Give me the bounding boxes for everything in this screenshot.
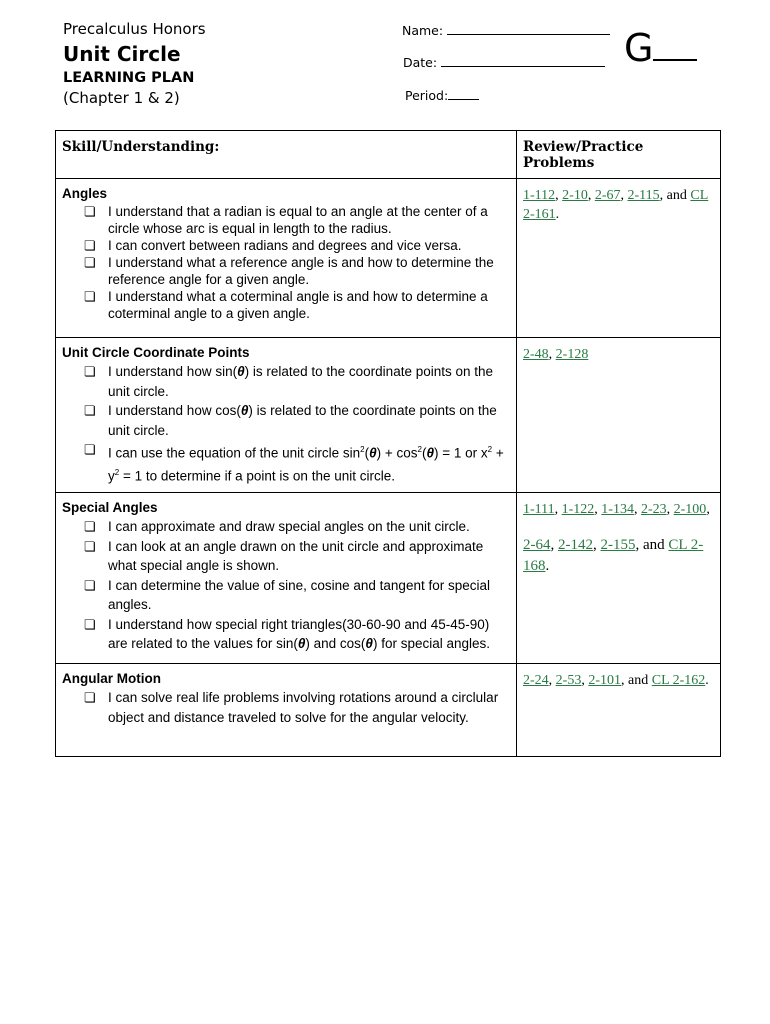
learning-plan-table xyxy=(55,130,721,757)
checklist-item: ❏ I can use the equation of the unit circle $\sin^2(\theta) + \cos^2(\theta) = 1$ or $x^2 + y^2 = 1$ to determine if a point is on the unit circle. xyxy=(84,442,504,484)
checklist xyxy=(62,362,508,486)
checklist xyxy=(62,203,508,322)
problem-link[interactable]: 1-122 xyxy=(561,502,595,517)
problem-link[interactable]: CL 2-161 xyxy=(523,188,709,222)
checklist-item: ❏ I can look at an angle drawn on the unit circle and approximate what special angle is shown. xyxy=(84,538,484,573)
problems-cell: 2-24, 2-53, 2-101, and CL 2-162. xyxy=(517,664,721,757)
checklist-item: ❏ I understand how cos(θ) is related to the coordinate points on the unit circle. xyxy=(84,403,497,438)
checklist-item: ❏ I understand what a reference angle is and how to determine the reference angle for a given angle. xyxy=(84,255,494,287)
chapter-label: (Chapter 1 & 2) xyxy=(63,89,180,107)
grade-blank[interactable] xyxy=(653,29,697,61)
problem-link[interactable]: 2-142 xyxy=(558,537,593,553)
checkbox-icon[interactable]: ❏ xyxy=(84,442,96,457)
name-blank[interactable] xyxy=(447,22,610,35)
checkbox-icon[interactable]: ❏ xyxy=(84,690,96,705)
skill-cell xyxy=(56,493,517,664)
problems-line: 1-111, 1-122, 1-134, 2-23, 2-100, xyxy=(523,502,710,517)
document-header xyxy=(63,20,206,107)
problem-link[interactable]: 2-67 xyxy=(594,188,621,203)
checkbox-icon[interactable]: ❏ xyxy=(84,519,96,534)
problem-link[interactable]: 2-53 xyxy=(555,673,582,688)
problem-link[interactable]: 2-64 xyxy=(523,537,551,553)
problem-link[interactable]: 2-10 xyxy=(562,188,588,203)
problems-column-header: Review/Practice Problems xyxy=(517,131,721,179)
problem-link[interactable]: 2-115 xyxy=(627,188,660,203)
checklist-item: ❏ I can solve real life problems involving rotations around a circlular object and distance traveled to solve for the angular velocity. xyxy=(84,690,499,725)
date-field[interactable] xyxy=(403,54,605,70)
problem-link[interactable]: 1-134 xyxy=(601,502,634,517)
date-blank[interactable] xyxy=(441,54,605,67)
checkbox-icon[interactable]: ❏ xyxy=(84,204,96,219)
problem-link[interactable]: 1-111 xyxy=(523,502,555,517)
table-row xyxy=(56,493,721,664)
course-name: Precalculus Honors xyxy=(63,20,206,38)
checkbox-icon[interactable]: ❏ xyxy=(84,616,96,632)
period-blank[interactable] xyxy=(448,87,479,100)
checklist-item: ❏ I can convert between radians and degrees and vice versa. xyxy=(84,238,462,253)
problem-link[interactable]: CL 2-162 xyxy=(651,673,706,688)
problems-cell: 2-48, 2-128 xyxy=(517,338,721,493)
checkbox-icon[interactable]: ❏ xyxy=(84,364,96,379)
checkbox-icon[interactable]: ❏ xyxy=(84,577,96,593)
problems-cell xyxy=(517,493,721,664)
checkbox-icon[interactable]: ❏ xyxy=(84,403,96,418)
page-title: Unit Circle xyxy=(63,42,181,66)
section-title: Angles xyxy=(62,186,108,201)
section-title: Unit Circle Coordinate Points xyxy=(62,345,250,360)
checklist xyxy=(62,688,508,727)
skill-cell xyxy=(56,338,517,493)
problem-link[interactable]: 2-24 xyxy=(523,673,549,688)
checklist-item: ❏ I can determine the value of sine, cosine and tangent for special angles. xyxy=(84,577,490,612)
name-label: Name: xyxy=(402,23,444,38)
table-row xyxy=(56,179,721,338)
period-field[interactable] xyxy=(405,87,479,103)
skill-cell xyxy=(56,664,517,757)
period-label: Period: xyxy=(405,88,449,103)
checklist-item: ❏ I can approximate and draw special angles on the unit circle. xyxy=(84,517,508,537)
problem-link[interactable]: 2-48 xyxy=(523,347,549,362)
problem-link[interactable]: 1-112 xyxy=(523,188,556,203)
table-row xyxy=(56,664,721,757)
problems-cell: 1-112, 2-10, 2-67, 2-115, and CL 2-161. xyxy=(517,179,721,338)
date-label: Date: xyxy=(403,55,438,70)
problem-link[interactable]: 2-100 xyxy=(673,502,707,517)
checklist-item: ❏ I understand that a radian is equal to an angle at the center of a circle whose arc is equal in length to the radius. xyxy=(84,204,488,236)
section-title: Special Angles xyxy=(62,500,158,515)
problem-link[interactable]: 2-23 xyxy=(640,502,667,517)
problem-link[interactable]: 2-128 xyxy=(555,347,589,362)
checklist xyxy=(62,517,508,654)
checkbox-icon[interactable]: ❏ xyxy=(84,238,96,253)
grade-box xyxy=(624,26,697,70)
problem-link[interactable]: 2-101 xyxy=(588,673,622,688)
problem-link[interactable]: CL 2-168 xyxy=(523,537,704,574)
checkbox-icon[interactable]: ❏ xyxy=(84,255,96,270)
problems-line: 2-64, 2-142, 2-155, and CL 2-168. xyxy=(523,537,704,574)
checkbox-icon[interactable]: ❏ xyxy=(84,538,96,554)
checklist-item: ❏ I understand how special right triangles(30-60-90 and 45-45-90) are related to the values for sin(θ) and cos(θ) for special angles. xyxy=(84,616,491,651)
section-title: Angular Motion xyxy=(62,671,161,686)
table-header-row xyxy=(56,131,721,179)
name-field[interactable] xyxy=(402,22,610,38)
checkbox-icon[interactable]: ❏ xyxy=(84,289,96,304)
skill-column-header: Skill/Understanding: xyxy=(56,131,517,179)
grade-letter: G xyxy=(624,26,654,70)
skill-cell xyxy=(56,179,517,338)
problem-link[interactable]: 2-155 xyxy=(600,537,636,553)
table-row xyxy=(56,338,721,493)
checklist-item: ❏ I understand what a coterminal angle is and how to determine a coterminal angle to a given angle. xyxy=(84,289,488,321)
checklist-item: ❏ I understand how sin(θ) is related to the coordinate points on the unit circle. xyxy=(84,364,494,399)
plan-label: LEARNING PLAN xyxy=(63,70,195,86)
